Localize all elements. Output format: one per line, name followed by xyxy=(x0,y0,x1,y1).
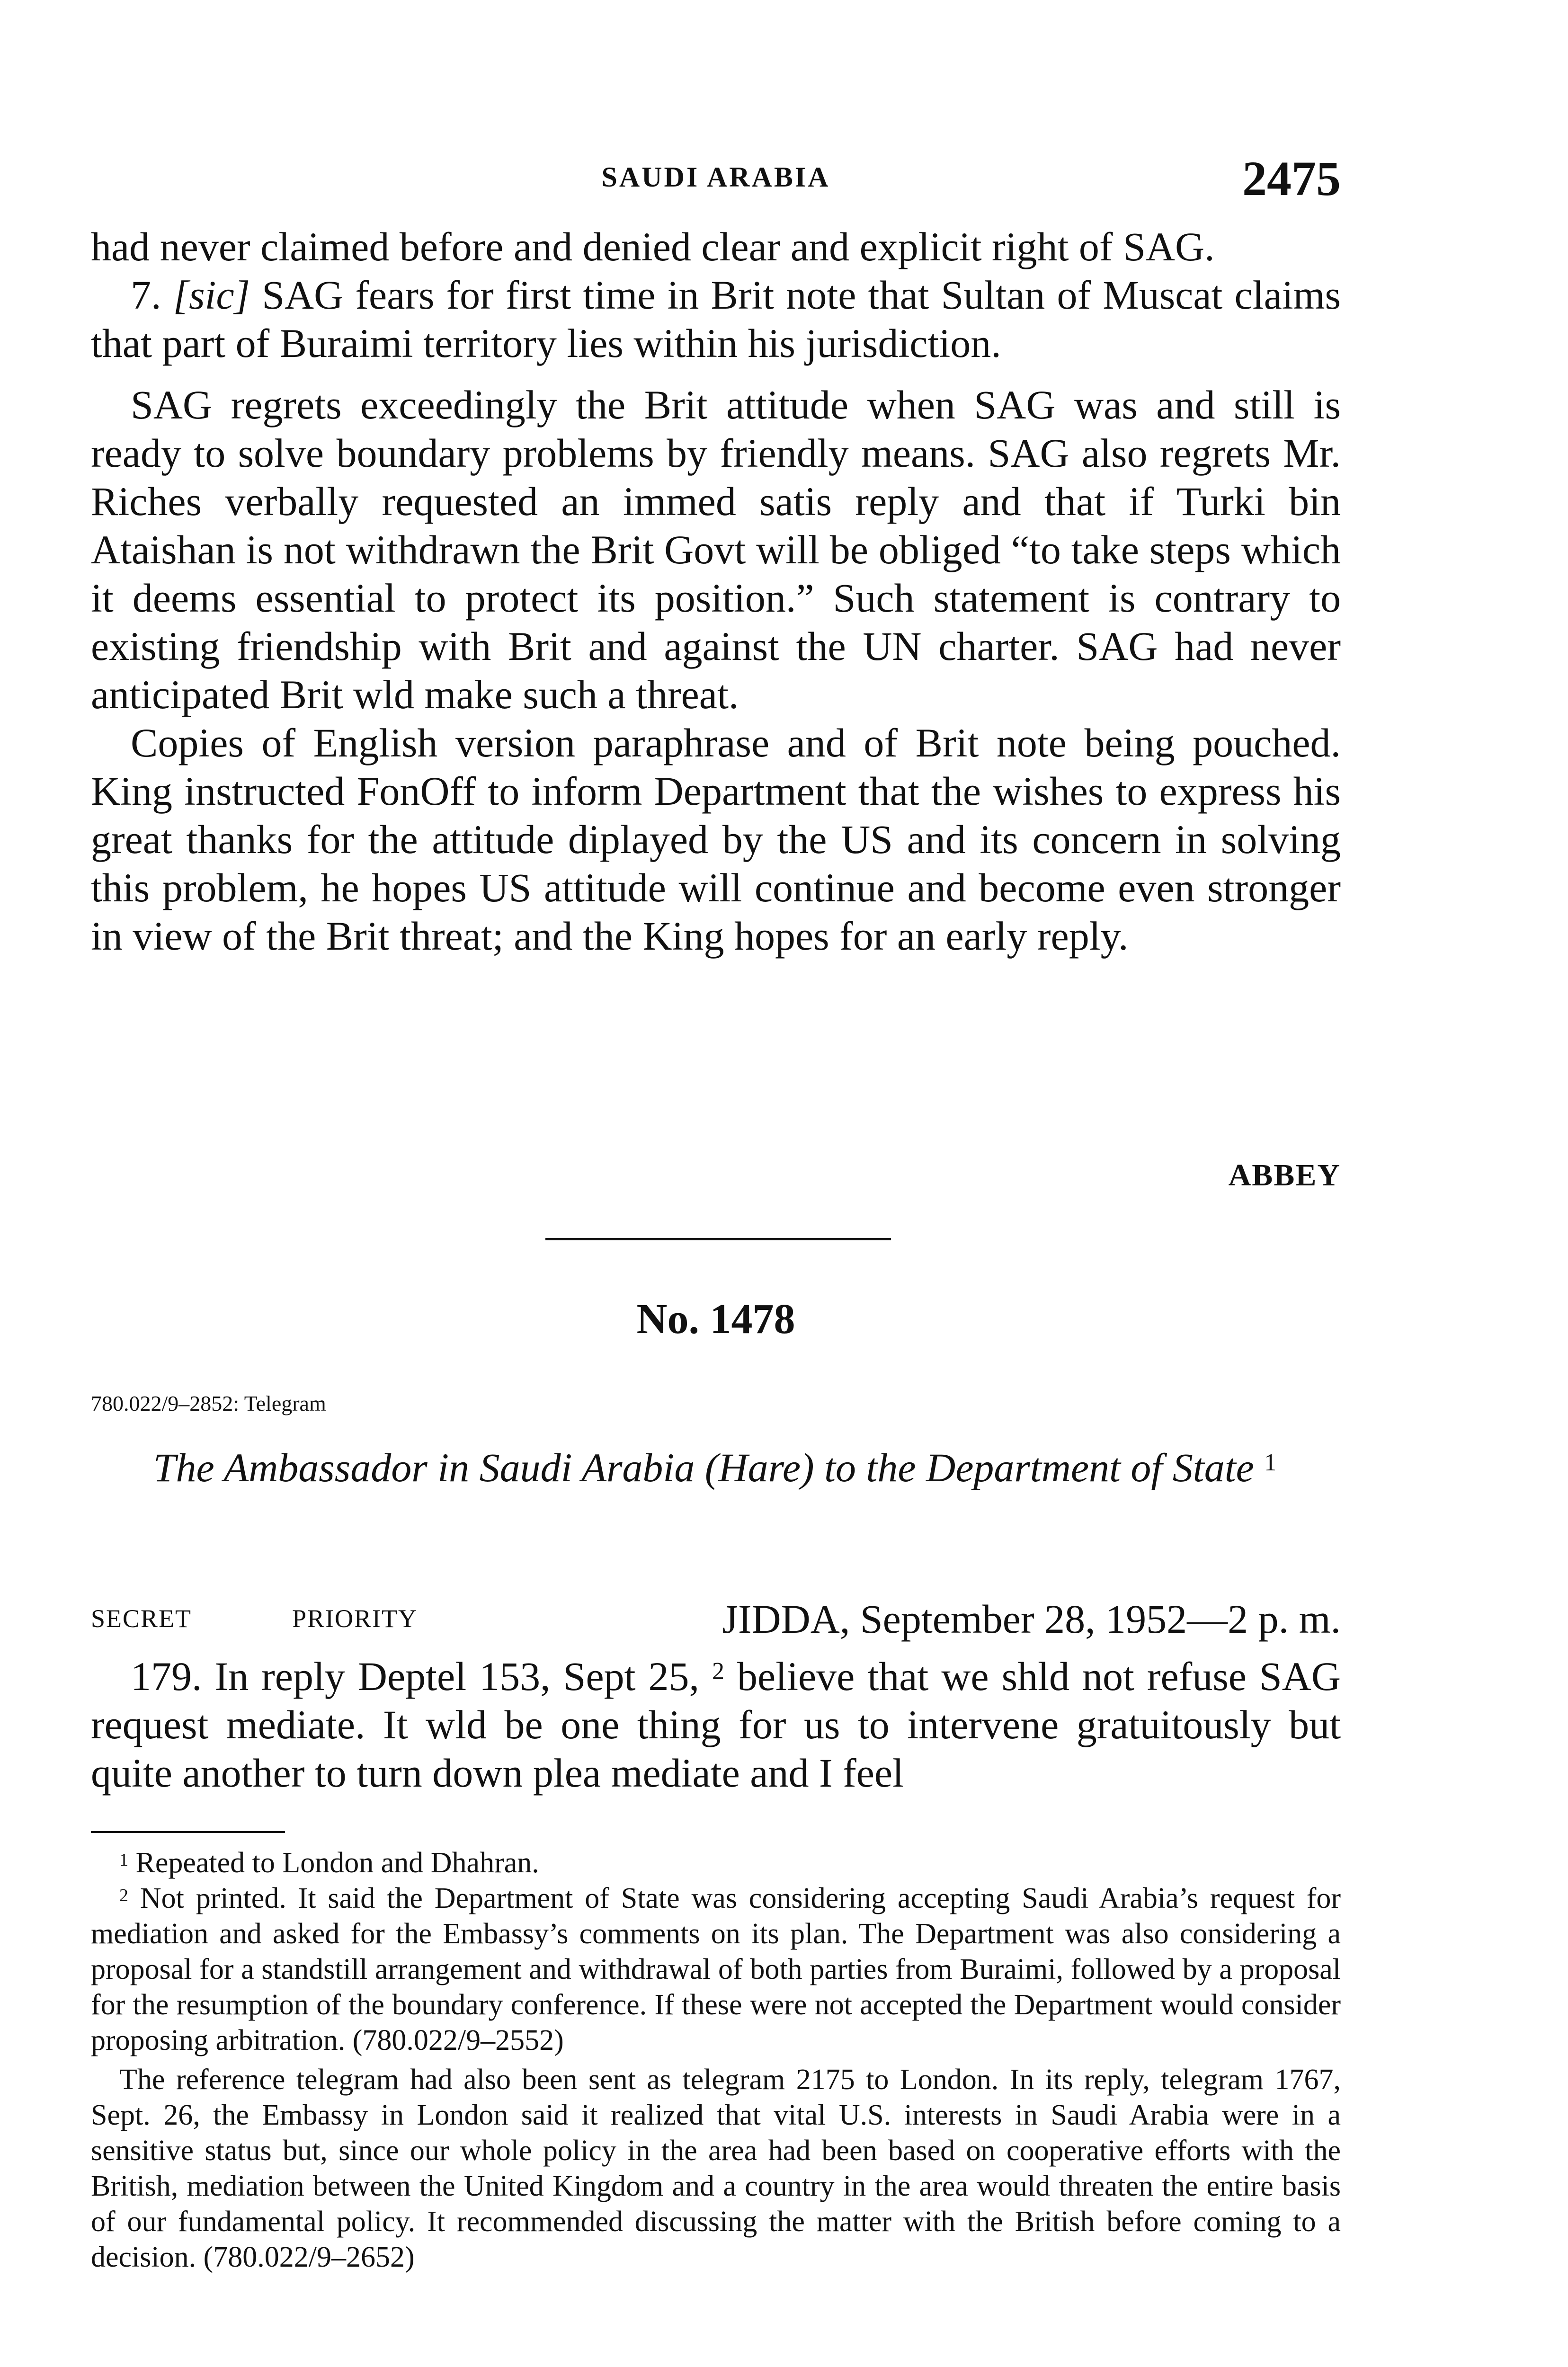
item-7-text: SAG fears for first time in Brit note that Sultan of Muscat claims that part of Buraimi territory lies within his jurisdiction. xyxy=(91,272,1341,366)
footnote-divider xyxy=(91,1831,285,1833)
running-title: SAUDI ARABIA xyxy=(601,161,830,193)
precedence-label: PRIORITY xyxy=(292,1604,418,1633)
footnote-text: The reference telegram had also been sent as telegram 2175 to London. In its reply, telegram 1767, Sept. 26, the Embassy in London said it realized that vital U.S. interests in Saudi Arabia were in a sensitive status but, since our whole policy in the area had been based on cooperative efforts with the British, mediation between the United Kingdom and a country in the area would threaten the entire basis of our fundamental policy. It recommended discussing the matter with the British before coming to a decision. (780.022/9–2652) xyxy=(91,2064,1341,2273)
footnotes xyxy=(91,1845,1341,2275)
paragraph-copies: Copies of English version paraphrase and of Brit note being pouched. King instructed FonOff to inform Department that the wishes to express his great thanks for the attitude diplayed by the US and its concern in solving this problem, he hopes US attitude will continue and become even stronger in view of the Brit threat; and the King hopes for an early reply. xyxy=(91,720,1341,959)
paragraph-item-7 xyxy=(91,271,1341,367)
body-text-start: 179. In reply Deptel 153, Sept 25, xyxy=(131,1654,700,1699)
item-number: 7. xyxy=(131,272,161,318)
document-title-text: The Ambassador in Saudi Arabia (Hare) to the Department of State xyxy=(153,1445,1254,1490)
continuation-text xyxy=(91,222,1341,960)
sic-note: [sic] xyxy=(173,272,250,318)
document-title xyxy=(123,1443,1307,1492)
file-reference: 780.022/9–2852: Telegram xyxy=(91,1391,326,1415)
footnote-2-continued xyxy=(91,2062,1341,2275)
paragraph-179 xyxy=(91,1652,1341,1797)
signature: ABBEY xyxy=(1228,1158,1341,1192)
footnote-2 xyxy=(91,1881,1341,2058)
footnote-1 xyxy=(91,1845,1341,1881)
dateline xyxy=(91,1595,1341,1643)
footnote-text: Repeated to London and Dhahran. xyxy=(135,1847,539,1879)
footnote-ref-1: 1 xyxy=(1264,1449,1277,1476)
running-header xyxy=(91,151,1341,207)
footnote-ref-2: 2 xyxy=(712,1658,725,1685)
place-date: JIDDA, September 28, 1952—2 p. m. xyxy=(722,1596,1341,1642)
body-text-rest: believe that we shld not refuse SAG request mediate. It wld be one thing for us to intervene gratuitously but quite another to turn down plea mediate and I feel xyxy=(91,1654,1341,1796)
footnote-text: Not printed. It said the Department of State was considering accepting Saudi Arabia’s request for mediation and asked for the Embassy’s comments on its plan. The Department was also considering a proposal for a standstill arrangement and withdrawal of both parties from Buraimi, followed by a proposal for the resumption of the boundary conference. If these were not accepted the Department would consider proposing arbitration. (780.022/9–2552) xyxy=(91,1882,1341,2056)
paragraph-continued: had never claimed before and denied clear and explicit right of SAG. xyxy=(91,224,1215,269)
footnote-mark: 2 xyxy=(119,1886,128,1905)
paragraph-regrets: SAG regrets exceedingly the Brit attitude when SAG was and still is ready to solve boundary problems by friendly means. SAG also regrets Mr. Riches verbally requested an immed satis reply and that if Turki bin Ataishan is not withdrawn the Brit Govt will be obliged “to take steps which it deems essential to protect its position.” Such statement is contrary to existing friendship with Brit and against the UN charter. SAG had never anticipated Brit wld make such a threat. xyxy=(91,382,1341,717)
classification-label: SECRET xyxy=(91,1604,192,1633)
footnote-mark: 1 xyxy=(119,1850,128,1870)
section-divider xyxy=(545,1238,891,1240)
document-number: No. 1478 xyxy=(636,1296,795,1343)
page-number: 2475 xyxy=(1242,151,1341,206)
telegram-body xyxy=(91,1652,1341,1797)
